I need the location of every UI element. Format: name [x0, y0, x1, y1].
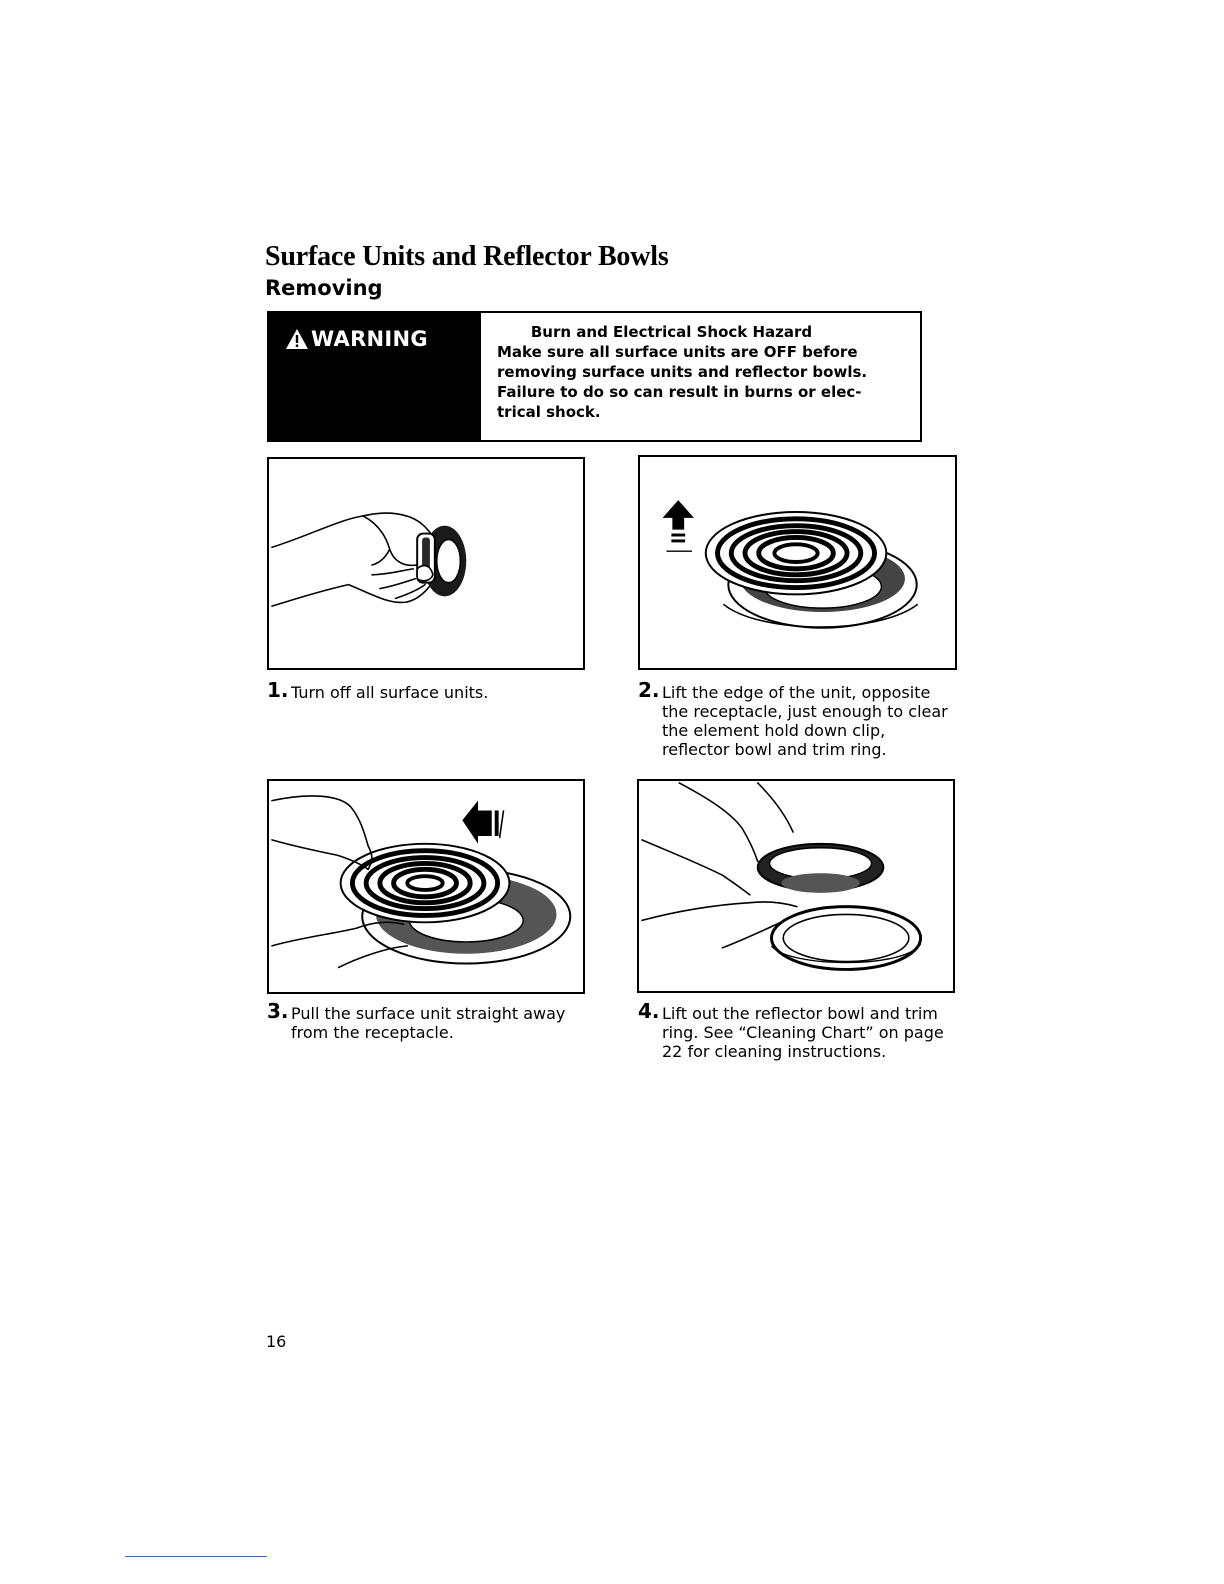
- section-title: Surface Units and Reflector Bowls: [265, 241, 669, 272]
- footer-rule: [125, 1556, 267, 1557]
- hazard-title: Burn and Electrical Shock Hazard: [530, 323, 813, 341]
- left-arrow-icon: [462, 801, 503, 844]
- step-3: [267, 999, 581, 1042]
- warning-line: Make sure all surface units are OFF before: [497, 343, 858, 361]
- step-text: Lift the edge of the unit, opposite the receptacle, just enough to clear the element hold down clip, reflector bowl and trim ring.: [662, 683, 948, 759]
- step-number: 4.: [638, 999, 660, 1023]
- subsection-title: Removing: [265, 276, 383, 300]
- warning-box: [267, 311, 922, 442]
- step-text: Pull the surface unit straight away from the receptacle.: [291, 1004, 566, 1042]
- step-number: 3.: [267, 999, 289, 1023]
- warning-label: WARNING: [311, 327, 428, 351]
- page-number: 16: [266, 1332, 287, 1351]
- step-text: Lift out the reflector bowl and trim ring. See “Cleaning Chart” on page 22 for cleaning instructions.: [662, 1004, 944, 1061]
- up-arrow-icon: [663, 500, 694, 551]
- warning-line: trical shock.: [497, 403, 601, 421]
- illustration-lift-unit-edge: [638, 455, 957, 670]
- step-number: 2.: [638, 678, 660, 702]
- warning-line: Failure to do so can result in burns or elec-: [497, 383, 862, 401]
- step-text: Turn off all surface units.: [291, 683, 489, 702]
- warning-line: removing surface units and reflector bowls.: [497, 363, 868, 381]
- warning-triangle-icon: [285, 328, 309, 350]
- illustration-turn-off-knob: [267, 457, 585, 670]
- step-2: [638, 678, 952, 759]
- step-number: 1.: [267, 678, 289, 702]
- warning-label-panel: [269, 313, 481, 440]
- warning-text: [481, 313, 920, 440]
- step-1: [267, 678, 581, 702]
- illustration-pull-unit: [267, 779, 585, 994]
- illustration-lift-reflector-bowl: [637, 779, 955, 993]
- step-4: [638, 999, 952, 1061]
